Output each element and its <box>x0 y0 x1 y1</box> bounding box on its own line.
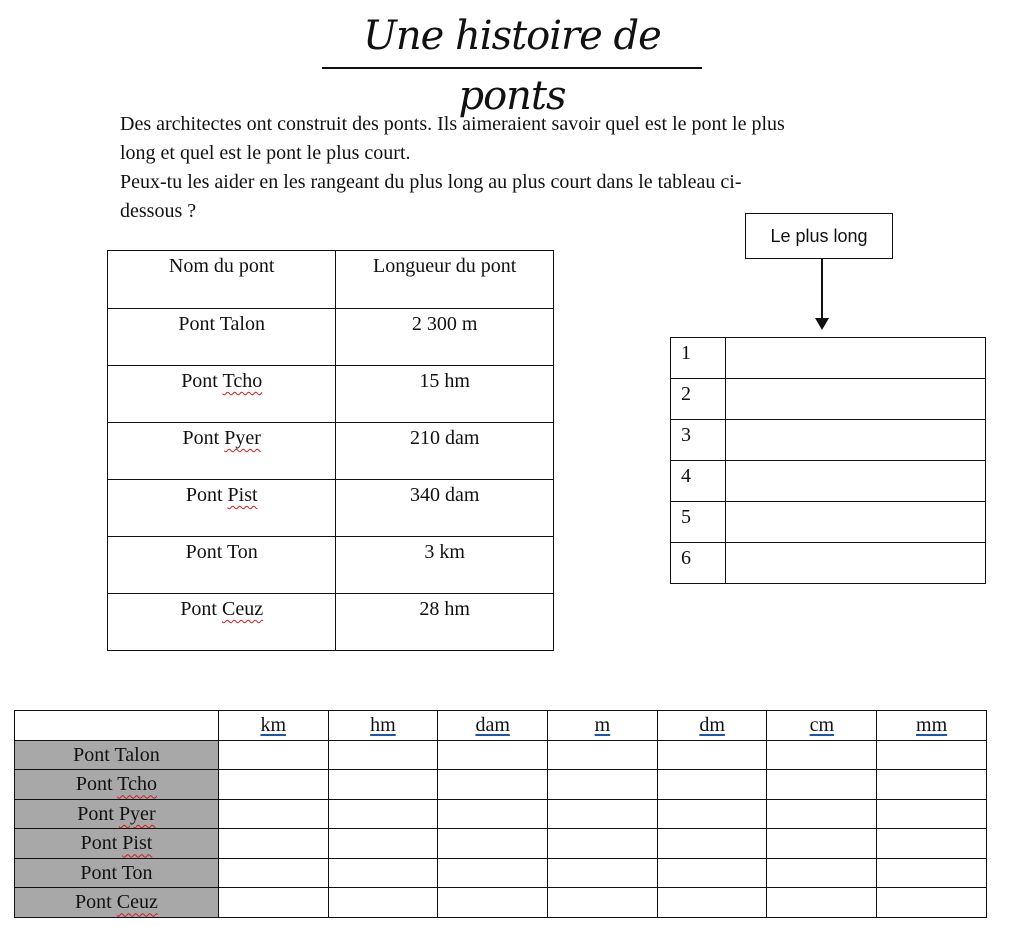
rank-answer-cell[interactable] <box>725 502 985 543</box>
rank-row <box>671 420 986 461</box>
bridge-name-cell <box>108 366 336 423</box>
unit-label: hm <box>370 714 396 737</box>
table-row <box>108 309 554 366</box>
bridge-name: Tcho <box>222 370 263 392</box>
table-header-row <box>108 251 554 309</box>
table-row <box>108 537 554 594</box>
conversion-input-cell[interactable] <box>218 799 328 829</box>
conversion-input-cell[interactable] <box>767 829 877 859</box>
rank-number: 1 <box>671 338 726 379</box>
rank-number: 2 <box>671 379 726 420</box>
row-bridge-name <box>15 858 219 888</box>
table-row <box>108 480 554 537</box>
conversion-input-cell[interactable] <box>548 888 658 918</box>
conversion-input-cell[interactable] <box>548 829 658 859</box>
row-bridge-name <box>15 770 219 800</box>
bridge-prefix: Pont <box>182 427 220 449</box>
bridge-name: Pyer <box>224 427 261 449</box>
bridge-prefix: Pont <box>75 891 112 914</box>
unit-label: dam <box>475 714 510 737</box>
row-bridge-name <box>15 888 219 918</box>
conversion-input-cell[interactable] <box>218 888 328 918</box>
row-bridge-name <box>15 829 219 859</box>
conversion-input-cell[interactable] <box>657 888 767 918</box>
unit-label: mm <box>916 714 948 737</box>
conversion-input-cell[interactable] <box>548 770 658 800</box>
bridge-prefix: Pont <box>178 313 216 335</box>
conversion-input-cell[interactable] <box>438 799 548 829</box>
instructions-line-2: long et quel est le pont le plus court. <box>120 142 411 164</box>
conversion-input-cell[interactable] <box>657 829 767 859</box>
conversion-input-cell[interactable] <box>767 770 877 800</box>
unit-header-hm <box>328 711 438 741</box>
bridge-name: Talon <box>114 743 160 766</box>
conversion-input-cell[interactable] <box>548 799 658 829</box>
rank-answer-cell[interactable] <box>725 379 985 420</box>
rank-row <box>671 379 986 420</box>
table-row <box>108 423 554 480</box>
longest-callout: Le plus long <box>745 213 893 259</box>
conversion-input-cell[interactable] <box>218 858 328 888</box>
bridge-length-cell: 15 hm <box>336 366 554 423</box>
bridge-name: Ton <box>226 541 258 563</box>
bridge-name: Ceuz <box>222 598 264 620</box>
title-underline <box>322 67 702 69</box>
rank-row <box>671 502 986 543</box>
conversion-input-cell[interactable] <box>548 858 658 888</box>
bridge-name: Talon <box>219 313 265 335</box>
conversion-row <box>15 770 987 800</box>
conversion-input-cell[interactable] <box>877 799 987 829</box>
conversion-input-cell[interactable] <box>548 740 658 770</box>
conversion-input-cell[interactable] <box>328 799 438 829</box>
conversion-input-cell[interactable] <box>657 858 767 888</box>
rank-number: 3 <box>671 420 726 461</box>
conversion-input-cell[interactable] <box>438 770 548 800</box>
conversion-row <box>15 888 987 918</box>
bridge-name-cell <box>108 423 336 480</box>
conversion-input-cell[interactable] <box>767 799 877 829</box>
bridge-prefix: Pont <box>181 370 218 392</box>
down-arrow-icon <box>821 259 823 319</box>
rank-number: 6 <box>671 543 726 584</box>
table-row <box>108 366 554 423</box>
bridge-name-cell <box>108 594 336 651</box>
conversion-input-cell[interactable] <box>328 770 438 800</box>
conversion-input-cell[interactable] <box>328 829 438 859</box>
bridge-lengths-table <box>107 250 554 651</box>
rank-row <box>671 543 986 584</box>
unit-header-dm <box>657 711 767 741</box>
bridge-name: Pyer <box>118 802 156 825</box>
conversion-input-cell[interactable] <box>218 740 328 770</box>
row-bridge-name <box>15 740 219 770</box>
conversion-input-cell[interactable] <box>877 770 987 800</box>
bridge-length-cell: 3 km <box>336 537 554 594</box>
bridge-prefix: Pont <box>80 832 118 855</box>
instructions-line-1: Des architectes ont construit des ponts. Ils aimeraient savoir quel est le pont le plus <box>120 113 785 135</box>
rank-answer-cell[interactable] <box>725 420 985 461</box>
bridge-name-cell <box>108 309 336 366</box>
worksheet-title: Une histoire de ponts <box>363 13 661 119</box>
conversion-input-cell[interactable] <box>218 770 328 800</box>
bridge-name: Pist <box>122 832 153 855</box>
rank-number: 5 <box>671 502 726 543</box>
unit-conversion-table <box>14 710 987 918</box>
conversion-input-cell[interactable] <box>657 770 767 800</box>
bridge-length-cell: 340 dam <box>336 480 554 537</box>
conversion-input-cell[interactable] <box>877 888 987 918</box>
instructions-line-4: dessous ? <box>120 200 197 222</box>
rank-number: 4 <box>671 461 726 502</box>
unit-label: m <box>594 714 611 737</box>
conversion-row <box>15 858 987 888</box>
unit-header-cm <box>767 711 877 741</box>
unit-label: cm <box>809 714 835 737</box>
table-row <box>108 594 554 651</box>
bridge-prefix: Pont <box>80 861 118 884</box>
bridge-name: Ceuz <box>116 891 158 914</box>
corner-cell <box>15 711 219 741</box>
bridge-length-cell: 2 300 m <box>336 309 554 366</box>
conversion-input-cell[interactable] <box>438 829 548 859</box>
conversion-input-cell[interactable] <box>218 829 328 859</box>
conversion-input-cell[interactable] <box>438 740 548 770</box>
conversion-row <box>15 740 987 770</box>
unit-header-row <box>15 711 987 741</box>
bridge-prefix: Pont <box>77 802 114 825</box>
conversion-input-cell[interactable] <box>877 829 987 859</box>
row-bridge-name <box>15 799 219 829</box>
arrow-head-icon <box>815 318 829 330</box>
bridge-prefix: Pont <box>180 598 217 620</box>
conversion-input-cell[interactable] <box>657 740 767 770</box>
bridge-prefix: Pont <box>73 743 110 766</box>
unit-label: km <box>260 714 287 737</box>
conversion-input-cell[interactable] <box>877 740 987 770</box>
bridge-prefix: Pont <box>185 541 223 563</box>
header-bridge-name: Nom du pont <box>108 251 336 309</box>
rank-answer-cell[interactable] <box>725 461 985 502</box>
unit-header-km <box>218 711 328 741</box>
conversion-input-cell[interactable] <box>767 888 877 918</box>
bridge-length-cell: 210 dam <box>336 423 554 480</box>
conversion-input-cell[interactable] <box>767 740 877 770</box>
conversion-input-cell[interactable] <box>877 858 987 888</box>
instructions <box>120 110 950 226</box>
bridge-name-cell <box>108 480 336 537</box>
bridge-prefix: Pont <box>185 484 223 506</box>
bridge-name: Tcho <box>117 773 157 796</box>
conversion-row <box>15 799 987 829</box>
conversion-row <box>15 829 987 859</box>
conversion-input-cell[interactable] <box>438 858 548 888</box>
bridge-length-cell: 28 hm <box>336 594 554 651</box>
unit-header-mm <box>877 711 987 741</box>
conversion-input-cell[interactable] <box>328 858 438 888</box>
rank-answer-cell[interactable] <box>725 543 985 584</box>
unit-header-dam <box>438 711 548 741</box>
bridge-name-cell <box>108 537 336 594</box>
conversion-input-cell[interactable] <box>328 740 438 770</box>
bridge-prefix: Pont <box>75 773 113 796</box>
rank-row <box>671 461 986 502</box>
conversion-input-cell[interactable] <box>438 888 548 918</box>
unit-header-m <box>548 711 658 741</box>
rank-answer-cell[interactable] <box>725 338 985 379</box>
conversion-input-cell[interactable] <box>767 858 877 888</box>
conversion-input-cell[interactable] <box>657 799 767 829</box>
rank-row <box>671 338 986 379</box>
unit-label: dm <box>699 714 725 737</box>
ranking-table <box>670 337 986 584</box>
bridge-name: Pist <box>227 484 258 506</box>
bridge-name: Ton <box>121 861 153 884</box>
instructions-line-3: Peux-tu les aider en les rangeant du plus long au plus court dans le tableau ci- <box>120 171 742 193</box>
conversion-input-cell[interactable] <box>328 888 438 918</box>
header-bridge-length: Longueur du pont <box>336 251 554 309</box>
